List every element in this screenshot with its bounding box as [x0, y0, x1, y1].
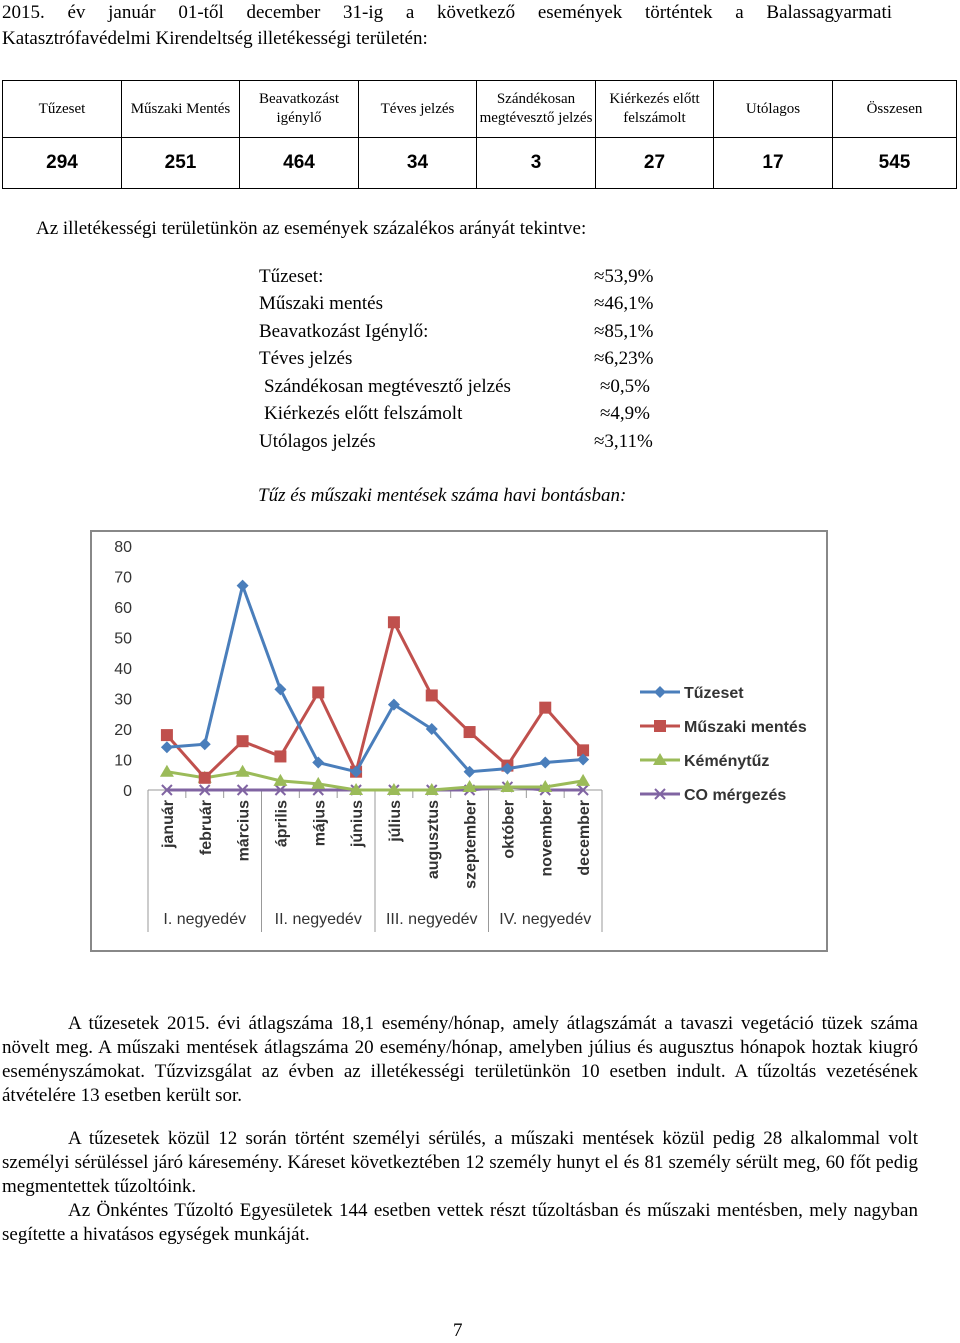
data-point — [160, 765, 174, 777]
paragraph-2 — [2, 1127, 918, 1199]
header-cell: Szándékosan megtévesztő jelzés — [477, 81, 596, 138]
data-point — [388, 616, 400, 628]
header-cell: Tűzeset — [3, 81, 122, 138]
intro-text — [2, 0, 892, 52]
y-tick-label: 60 — [114, 600, 132, 617]
x-tick-label: május — [311, 800, 329, 847]
data-point — [199, 772, 211, 784]
percent-label: Beavatkozást Igénylő: — [259, 321, 429, 342]
percent-label: Szándékosan megtévesztő jelzés — [264, 376, 511, 397]
y-tick-label: 20 — [114, 722, 132, 739]
x-tick-label: december — [576, 800, 594, 876]
y-tick-label: 40 — [114, 661, 132, 678]
paragraph-2-text: A tűzesetek közül 12 során történt személyi sérülés, a műszaki mentések közül pedig 28 alkalommal volt személyi sérüléssel járó káresemény. Káreset következtében 12 személy hunyt el és 81 személy sérült meg, 60 főt pedig megmentettek tűzoltóink. — [2, 1128, 918, 1197]
percent-value: ≈46,1% — [594, 293, 654, 314]
data-point — [161, 741, 173, 753]
x-tick-label: március — [235, 800, 253, 862]
y-tick-label: 50 — [114, 630, 132, 648]
percent-label: Kiérkezés előtt felszámolt — [264, 403, 463, 424]
legend-label: Kéménytűz — [684, 753, 770, 770]
value-cell: 251 — [122, 138, 240, 189]
header-cell: Kiérkezés előtt felszámolt — [596, 81, 714, 138]
value-cell: 17 — [714, 138, 833, 189]
value-cell: 34 — [359, 138, 477, 189]
data-point — [199, 738, 211, 750]
legend-label: Tűzeset — [684, 685, 744, 702]
value-cell: 464 — [240, 138, 359, 189]
percent-value: ≈0,5% — [600, 376, 651, 397]
group-label: I. negyedév — [163, 911, 247, 928]
data-point — [312, 757, 324, 769]
data-point — [576, 774, 590, 786]
x-tick-label: szeptember — [462, 800, 480, 889]
data-point — [237, 735, 249, 747]
x-tick-label: június — [349, 800, 367, 848]
group-label: IV. negyedév — [499, 911, 592, 928]
header-cell: Összesen — [833, 81, 957, 138]
percent-intro: Az illetékességi területünkön az események százalékos arányát tekintve: — [36, 218, 587, 239]
x-tick-label: augusztus — [424, 800, 442, 880]
x-tick-label: április — [273, 800, 291, 848]
events-table-header-row — [3, 81, 957, 138]
data-point — [539, 757, 551, 769]
legend-marker — [654, 686, 666, 698]
data-point — [274, 750, 286, 762]
percent-label: Téves jelzés — [259, 348, 353, 369]
percent-value: ≈4,9% — [600, 403, 651, 424]
y-tick-label: 10 — [114, 752, 132, 770]
percent-value: ≈53,9% — [594, 266, 654, 287]
percent-label: Tűzeset: — [259, 266, 324, 287]
events-table-value-row — [3, 138, 957, 189]
intro-line-1: 2015. év január 01-től december 31-ig a következő események történtek a Balassagyarmati — [2, 2, 892, 23]
chart-svg — [92, 532, 826, 950]
value-cell: 27 — [596, 138, 714, 189]
page-number: 7 — [453, 1320, 463, 1341]
chart-caption: Tűz és műszaki mentések száma havi bontásban: — [258, 485, 627, 506]
percent-value: ≈3,11% — [594, 431, 653, 452]
data-point — [236, 765, 250, 777]
data-point — [426, 689, 438, 701]
legend-label: Műszaki mentés — [684, 719, 807, 736]
header-cell: Beavatkozást igénylő — [240, 81, 359, 138]
percent-label: Utólagos jelzés — [259, 431, 376, 452]
series-line — [167, 772, 583, 790]
data-point — [237, 580, 249, 592]
events-table — [2, 80, 957, 189]
y-tick-label: 80 — [114, 539, 132, 556]
x-tick-label: november — [538, 800, 556, 877]
legend-label: CO mérgezés — [684, 787, 787, 804]
legend-marker — [654, 720, 666, 732]
percent-value: ≈6,23% — [594, 348, 654, 369]
intro-line-2: Katasztrófavédelmi Kirendeltség illetékességi területén: — [2, 28, 428, 49]
paragraph-3-text: Az Önkéntes Tűzoltó Egyesületek 144 esetben vettek részt tűzoltásban és műszaki mentésben, mely nagyban segítette a hivatásos egységek munkáját. — [2, 1200, 918, 1245]
value-cell: 294 — [3, 138, 122, 189]
x-tick-label: február — [197, 800, 215, 856]
value-cell: 3 — [477, 138, 596, 189]
y-tick-label: 70 — [114, 569, 132, 587]
y-tick-label: 0 — [123, 783, 132, 800]
group-label: II. negyedév — [274, 911, 362, 928]
header-cell: Utólagos — [714, 81, 833, 138]
paragraph-3 — [2, 1199, 918, 1247]
data-point — [312, 686, 324, 698]
paragraph-1-text: A tűzesetek 2015. évi átlagszáma 18,1 esemény/hónap, amely átlagszámát a tavaszi vegetáció tüzek száma növelt meg. A műszaki mentések átlagszáma 20 esemény/hónap, amelyben július és augusztus hónapok hoztak kiugró eseményszámokat. Tűzvizsgálat az évben az illetékességi területünkön 10 esetben indult. A tűzoltás vezetésének átvételére 13 esetben került sor. — [2, 1013, 918, 1106]
group-label: III. negyedév — [385, 911, 478, 928]
percent-label: Műszaki mentés — [259, 293, 384, 314]
header-cell: Téves jelzés — [359, 81, 477, 138]
value-cell: 545 — [833, 138, 957, 189]
x-tick-label: július — [386, 800, 404, 842]
data-point — [161, 729, 173, 741]
data-point — [464, 726, 476, 738]
percent-value: ≈85,1% — [594, 321, 654, 342]
header-cell: Műszaki Mentés — [122, 81, 240, 138]
x-tick-label: október — [500, 800, 518, 859]
x-tick-label: január — [159, 800, 177, 849]
y-tick-label: 30 — [114, 691, 132, 709]
data-point — [539, 702, 551, 714]
monthly-chart — [90, 530, 828, 952]
paragraph-1 — [2, 1012, 918, 1108]
data-point — [274, 683, 286, 695]
